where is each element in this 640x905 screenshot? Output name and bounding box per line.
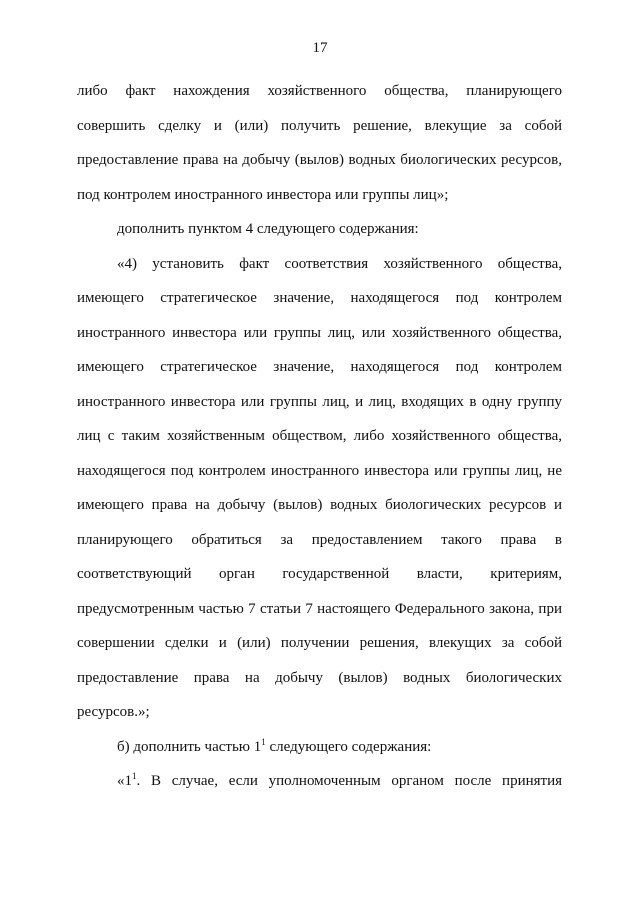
- text-line: [77, 109, 562, 144]
- text-line: [77, 695, 562, 730]
- text-line: [77, 730, 562, 765]
- text-line: [77, 661, 562, 696]
- line-text: предусмотренным частью 7 статьи 7 настоящего Федерального закона, при: [77, 600, 562, 617]
- line-text: предоставление права на добычу (вылов) водных биологических: [77, 669, 562, 686]
- superscript: 1: [261, 736, 266, 747]
- text-line: [77, 350, 562, 385]
- text-line: [77, 592, 562, 627]
- line-text: имеющего права на добычу (вылов) водных биологических ресурсов и: [77, 497, 562, 513]
- line-text-continued: следующего содержания:: [265, 738, 432, 755]
- line-text: иностранного инвестора или группы лиц, и лиц, входящих в одну группу: [77, 393, 562, 410]
- text-line: [77, 419, 562, 454]
- line-text: лиц с таким хозяйственным обществом, либо хозяйственного общества,: [77, 428, 562, 444]
- text-line: [77, 316, 562, 351]
- text-line: [77, 488, 562, 523]
- line-text: иностранного инвестора или группы лиц, или хозяйственного общества,: [77, 324, 562, 341]
- text-line: [77, 385, 562, 420]
- text-line: [77, 523, 562, 558]
- line-text: соответствующий орган государственной власти, критериям,: [77, 566, 562, 582]
- line-text: предоставление права на добычу (вылов) водных биологических ресурсов,: [77, 152, 562, 168]
- page-number: 17: [312, 40, 328, 56]
- line-text: «4) установить факт соответствия хозяйственного общества,: [117, 255, 562, 272]
- text-line: [77, 74, 562, 109]
- line-text: совершить сделку и (или) получить решение, влекущие за собой: [77, 117, 562, 134]
- document-body: [77, 74, 562, 799]
- line-text: ресурсов.»;: [77, 704, 150, 720]
- text-line: [77, 626, 562, 661]
- superscript: 1: [132, 771, 137, 781]
- line-text-continued: . В случае, если уполномоченным органом после принятия: [136, 773, 562, 789]
- line-text: находящегося под контролем иностранного инвестора или группы лиц, не: [77, 462, 562, 479]
- text-line: [77, 281, 562, 316]
- line-text: «1: [117, 773, 132, 789]
- line-text: совершении сделки и (или) получении решения, влекущих за собой: [77, 635, 562, 651]
- text-line: [77, 454, 562, 489]
- line-text: имеющего стратегическое значение, находящегося под контролем: [77, 359, 562, 375]
- line-text: дополнить пунктом 4 следующего содержания:: [117, 221, 419, 237]
- line-text: планирующего обратиться за предоставлением такого права в: [77, 531, 562, 548]
- text-line: [77, 764, 562, 799]
- text-line: [77, 247, 562, 282]
- text-line: [77, 557, 562, 592]
- text-line: [77, 143, 562, 178]
- line-text: под контролем иностранного инвестора или группы лиц»;: [77, 186, 449, 203]
- line-text: б) дополнить частью 1: [117, 738, 262, 755]
- line-text: либо факт нахождения хозяйственного общества, планирующего: [77, 83, 562, 99]
- text-line: [77, 178, 562, 213]
- line-text: имеющего стратегическое значение, находящегося под контролем: [77, 290, 562, 306]
- text-line: [77, 212, 562, 247]
